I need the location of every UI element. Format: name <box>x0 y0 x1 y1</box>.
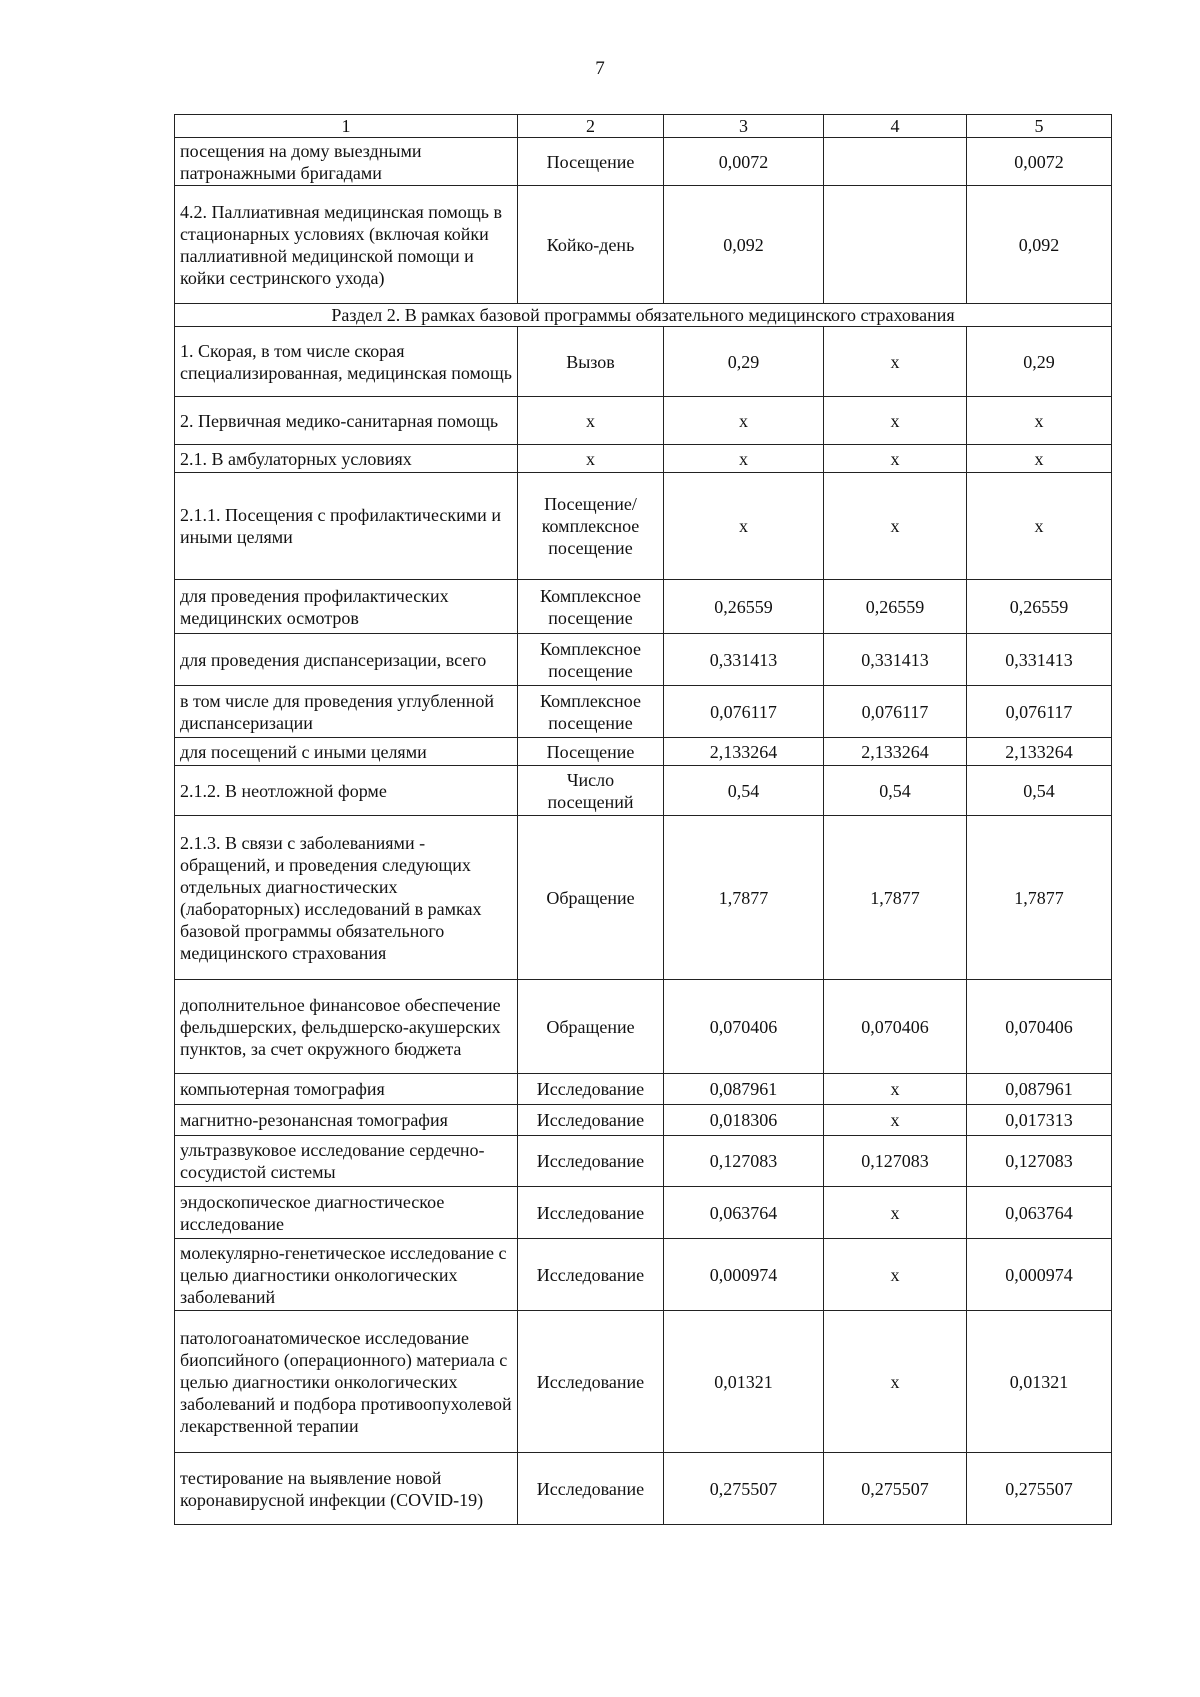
table-row <box>175 397 1112 445</box>
table-cell: 0,127083 <box>967 1136 1112 1187</box>
table-cell: 0,092 <box>967 186 1112 304</box>
table-cell: х <box>824 445 967 473</box>
table-cell: 0,331413 <box>664 634 824 686</box>
table-row <box>175 186 1112 304</box>
table-cell: х <box>967 473 1112 580</box>
table-cell: х <box>664 473 824 580</box>
table-cell: х <box>824 397 967 445</box>
table-row <box>175 1453 1112 1525</box>
table-cell: х <box>824 1239 967 1311</box>
table-cell <box>824 138 967 186</box>
table-cell: 4.2. Паллиативная медицинская помощь в стационарных условиях (включая койки паллиативной медицинской помощи и койки сестринского ухода) <box>175 186 518 304</box>
table-cell: Исследование <box>518 1136 664 1187</box>
table-row <box>175 1239 1112 1311</box>
table-cell: х <box>967 397 1112 445</box>
table-cell: х <box>518 445 664 473</box>
table-cell: Комплексное посещение <box>518 686 664 738</box>
table-cell: Исследование <box>518 1187 664 1239</box>
table-cell: Исследование <box>518 1105 664 1136</box>
table-row <box>175 473 1112 580</box>
column-header: 3 <box>664 115 824 138</box>
table-cell: 2.1.3. В связи с заболеваниями - обращений, и проведения следующих отдельных диагностических (лабораторных) исследований в рамках базовой программы обязательного медицинского страхования <box>175 816 518 980</box>
table-row <box>175 1187 1112 1239</box>
table-cell: Исследование <box>518 1239 664 1311</box>
table-cell: компьютерная томография <box>175 1074 518 1105</box>
table-cell: х <box>824 1311 967 1453</box>
table-cell: для посещений с иными целями <box>175 738 518 766</box>
table-cell: 0,063764 <box>664 1187 824 1239</box>
table-cell: 0,070406 <box>824 980 967 1074</box>
table-cell: 1,7877 <box>967 816 1112 980</box>
table-cell: х <box>664 445 824 473</box>
table-row <box>175 327 1112 397</box>
table-cell: 1,7877 <box>664 816 824 980</box>
table-cell: 0,01321 <box>664 1311 824 1453</box>
table-cell: в том числе для проведения углубленной диспансеризации <box>175 686 518 738</box>
table-cell: 0,000974 <box>967 1239 1112 1311</box>
table-cell: Исследование <box>518 1453 664 1525</box>
table-cell: тестирование на выявление новой коронавирусной инфекции (COVID-19) <box>175 1453 518 1525</box>
table-cell: 0,275507 <box>664 1453 824 1525</box>
table-cell: Посещение <box>518 738 664 766</box>
table-cell: 0,331413 <box>967 634 1112 686</box>
table-cell: 0,275507 <box>967 1453 1112 1525</box>
table-cell: для проведения диспансеризации, всего <box>175 634 518 686</box>
table-cell: Обращение <box>518 980 664 1074</box>
table-cell: патологоанатомическое исследование биопсийного (операционного) материала с целью диагностики онкологических заболеваний и подбора противоопухолевой лекарственной терапии <box>175 1311 518 1453</box>
column-header: 5 <box>967 115 1112 138</box>
table-cell: 0,127083 <box>664 1136 824 1187</box>
table-cell: 2,133264 <box>967 738 1112 766</box>
table-cell: Исследование <box>518 1074 664 1105</box>
table-cell: 2.1. В амбулаторных условиях <box>175 445 518 473</box>
column-header: 1 <box>175 115 518 138</box>
table-cell: 0,092 <box>664 186 824 304</box>
table-cell: 0,275507 <box>824 1453 967 1525</box>
table-cell: 0,017313 <box>967 1105 1112 1136</box>
table-cell: 0,087961 <box>967 1074 1112 1105</box>
column-header: 4 <box>824 115 967 138</box>
table-row <box>175 1311 1112 1453</box>
table-row <box>175 1074 1112 1105</box>
table-cell: Комплексное посещение <box>518 634 664 686</box>
table-cell: х <box>824 473 967 580</box>
table-cell: Вызов <box>518 327 664 397</box>
table-cell: Посещение <box>518 138 664 186</box>
table-cell: х <box>967 445 1112 473</box>
table-row <box>175 1105 1112 1136</box>
table-cell: дополнительное финансовое обеспечение фельдшерских, фельдшерско-акушерских пунктов, за счет окружного бюджета <box>175 980 518 1074</box>
table-cell: Посещение/ комплексное посещение <box>518 473 664 580</box>
table-cell: 0,26559 <box>824 580 967 634</box>
section-row <box>175 304 1112 327</box>
table-cell: 0,070406 <box>967 980 1112 1074</box>
table-cell: Исследование <box>518 1311 664 1453</box>
table-cell: магнитно-резонансная томография <box>175 1105 518 1136</box>
table-cell <box>824 186 967 304</box>
table-cell: 2.1.1. Посещения с профилактическими и иными целями <box>175 473 518 580</box>
table-cell: 0,076117 <box>664 686 824 738</box>
table-cell: 0,0072 <box>664 138 824 186</box>
table-row <box>175 738 1112 766</box>
table-cell: 0,076117 <box>967 686 1112 738</box>
table-row <box>175 580 1112 634</box>
table-cell: х <box>824 1187 967 1239</box>
table-cell: 0,01321 <box>967 1311 1112 1453</box>
table-row <box>175 816 1112 980</box>
section-title: Раздел 2. В рамках базовой программы обязательного медицинского страхования <box>175 304 1112 327</box>
table-cell: х <box>664 397 824 445</box>
table-row <box>175 634 1112 686</box>
table-cell: молекулярно-генетическое исследование с целью диагностики онкологических заболеваний <box>175 1239 518 1311</box>
table-cell: 0,063764 <box>967 1187 1112 1239</box>
table-cell: х <box>518 397 664 445</box>
table-cell: 0,54 <box>664 766 824 816</box>
table-cell: для проведения профилактических медицинских осмотров <box>175 580 518 634</box>
table-cell: Число посещений <box>518 766 664 816</box>
table-row <box>175 1136 1112 1187</box>
table-cell: 1. Скорая, в том числе скорая специализированная, медицинская помощь <box>175 327 518 397</box>
table-cell: эндоскопическое диагностическое исследование <box>175 1187 518 1239</box>
table-cell: Обращение <box>518 816 664 980</box>
table-cell: 0,54 <box>967 766 1112 816</box>
table-cell: 0,29 <box>967 327 1112 397</box>
table-cell: 0,331413 <box>824 634 967 686</box>
table-cell: Комплексное посещение <box>518 580 664 634</box>
table-cell: 0,26559 <box>967 580 1112 634</box>
column-header: 2 <box>518 115 664 138</box>
table-cell: 0,087961 <box>664 1074 824 1105</box>
table-cell: 0,070406 <box>664 980 824 1074</box>
table-cell: 2.1.2. В неотложной форме <box>175 766 518 816</box>
table-row <box>175 445 1112 473</box>
page-number: 7 <box>595 58 605 79</box>
table-cell: 0,000974 <box>664 1239 824 1311</box>
table-cell: 0,29 <box>664 327 824 397</box>
table-cell: 0,076117 <box>824 686 967 738</box>
table-cell: х <box>824 1074 967 1105</box>
table-cell: 0,127083 <box>824 1136 967 1187</box>
table-header-row <box>175 115 1112 138</box>
table-row <box>175 138 1112 186</box>
table-cell: ультразвуковое исследование сердечно-сосудистой системы <box>175 1136 518 1187</box>
table-cell: 2. Первичная медико-санитарная помощь <box>175 397 518 445</box>
table-cell: х <box>824 1105 967 1136</box>
table-cell: 0,26559 <box>664 580 824 634</box>
table-cell: 0,0072 <box>967 138 1112 186</box>
table-row <box>175 686 1112 738</box>
table-cell: 0,018306 <box>664 1105 824 1136</box>
table-cell: х <box>824 327 967 397</box>
table-cell: 0,54 <box>824 766 967 816</box>
norms-table <box>174 114 1112 1525</box>
table-row <box>175 980 1112 1074</box>
table-row <box>175 766 1112 816</box>
table-cell: посещения на дому выездными патронажными бригадами <box>175 138 518 186</box>
table-cell: 2,133264 <box>824 738 967 766</box>
table-cell: Койко-день <box>518 186 664 304</box>
table-cell: 2,133264 <box>664 738 824 766</box>
table-cell: 1,7877 <box>824 816 967 980</box>
